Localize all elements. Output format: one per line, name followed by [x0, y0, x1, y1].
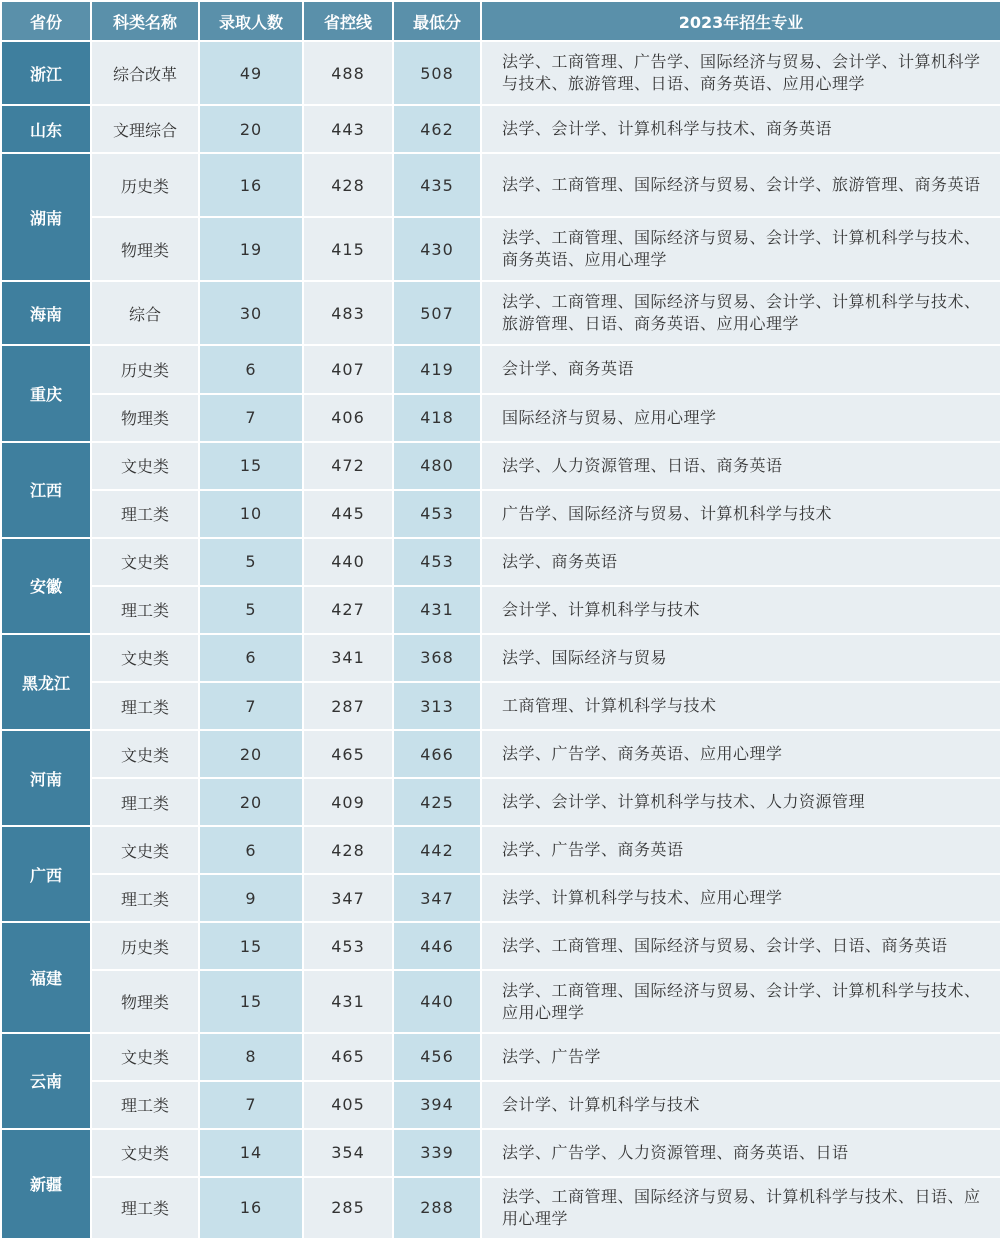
header-control-line: 省控线: [303, 1, 393, 41]
admitted-cell: 7: [199, 1081, 303, 1129]
admitted-cell: 20: [199, 105, 303, 153]
majors-cell: 法学、工商管理、广告学、国际经济与贸易、会计学、计算机科学与技术、旅游管理、日语、商务英语、应用心理学: [481, 41, 1000, 105]
header-category: 科类名称: [91, 1, 199, 41]
admitted-cell: 10: [199, 490, 303, 538]
table-row: [1, 922, 1000, 970]
control-line-cell: 427: [303, 586, 393, 634]
min-score-cell: 313: [393, 682, 481, 730]
admitted-cell: 14: [199, 1129, 303, 1177]
control-line-cell: 407: [303, 345, 393, 393]
control-line-cell: 483: [303, 281, 393, 345]
control-line-cell: 445: [303, 490, 393, 538]
min-score-cell: 508: [393, 41, 481, 105]
min-score-cell: 368: [393, 634, 481, 682]
category-cell: 理工类: [91, 586, 199, 634]
table-body: [1, 41, 1000, 1239]
control-line-cell: 347: [303, 874, 393, 922]
majors-cell: 法学、计算机科学与技术、应用心理学: [481, 874, 1000, 922]
category-cell: 综合改革: [91, 41, 199, 105]
table-row: [1, 1081, 1000, 1129]
admitted-cell: 15: [199, 442, 303, 490]
control-line-cell: 431: [303, 970, 393, 1032]
min-score-cell: 440: [393, 970, 481, 1032]
majors-cell: 会计学、计算机科学与技术: [481, 586, 1000, 634]
table-row: [1, 538, 1000, 586]
majors-cell: 法学、国际经济与贸易: [481, 634, 1000, 682]
min-score-cell: 288: [393, 1177, 481, 1239]
header-admitted: 录取人数: [199, 1, 303, 41]
min-score-cell: 430: [393, 217, 481, 281]
control-line-cell: 406: [303, 394, 393, 442]
admitted-cell: 8: [199, 1033, 303, 1081]
min-score-cell: 442: [393, 826, 481, 874]
admitted-cell: 6: [199, 345, 303, 393]
majors-cell: 会计学、计算机科学与技术: [481, 1081, 1000, 1129]
control-line-cell: 415: [303, 217, 393, 281]
control-line-cell: 465: [303, 1033, 393, 1081]
category-cell: 物理类: [91, 970, 199, 1032]
admitted-cell: 9: [199, 874, 303, 922]
category-cell: 文史类: [91, 826, 199, 874]
majors-cell: 国际经济与贸易、应用心理学: [481, 394, 1000, 442]
majors-cell: 法学、广告学、人力资源管理、商务英语、日语: [481, 1129, 1000, 1177]
province-cell: 河南: [1, 730, 91, 826]
control-line-cell: 341: [303, 634, 393, 682]
min-score-cell: 507: [393, 281, 481, 345]
control-line-cell: 405: [303, 1081, 393, 1129]
header-min-score: 最低分: [393, 1, 481, 41]
min-score-cell: 435: [393, 153, 481, 217]
min-score-cell: 446: [393, 922, 481, 970]
header-row: [1, 1, 1000, 41]
table-row: [1, 634, 1000, 682]
min-score-cell: 418: [393, 394, 481, 442]
admitted-cell: 6: [199, 826, 303, 874]
majors-cell: 法学、广告学、商务英语、应用心理学: [481, 730, 1000, 778]
admitted-cell: 20: [199, 730, 303, 778]
admitted-cell: 16: [199, 153, 303, 217]
header-province: 省份: [1, 1, 91, 41]
table-row: [1, 217, 1000, 281]
table-row: [1, 442, 1000, 490]
header-majors: 2023年招生专业: [481, 1, 1000, 41]
control-line-cell: 409: [303, 778, 393, 826]
category-cell: 历史类: [91, 153, 199, 217]
category-cell: 理工类: [91, 1081, 199, 1129]
control-line-cell: 488: [303, 41, 393, 105]
category-cell: 文理综合: [91, 105, 199, 153]
category-cell: 理工类: [91, 778, 199, 826]
majors-cell: 工商管理、计算机科学与技术: [481, 682, 1000, 730]
category-cell: 文史类: [91, 730, 199, 778]
min-score-cell: 339: [393, 1129, 481, 1177]
table-row: [1, 682, 1000, 730]
min-score-cell: 394: [393, 1081, 481, 1129]
min-score-cell: 453: [393, 538, 481, 586]
table-row: [1, 1033, 1000, 1081]
province-cell: 海南: [1, 281, 91, 345]
category-cell: 历史类: [91, 345, 199, 393]
majors-cell: 法学、工商管理、国际经济与贸易、会计学、旅游管理、商务英语: [481, 153, 1000, 217]
admitted-cell: 5: [199, 586, 303, 634]
category-cell: 文史类: [91, 538, 199, 586]
min-score-cell: 425: [393, 778, 481, 826]
majors-cell: 法学、人力资源管理、日语、商务英语: [481, 442, 1000, 490]
control-line-cell: 440: [303, 538, 393, 586]
table-row: [1, 730, 1000, 778]
admitted-cell: 7: [199, 394, 303, 442]
table-row: [1, 281, 1000, 345]
majors-cell: 法学、广告学、商务英语: [481, 826, 1000, 874]
min-score-cell: 456: [393, 1033, 481, 1081]
control-line-cell: 472: [303, 442, 393, 490]
province-cell: 重庆: [1, 345, 91, 441]
province-cell: 云南: [1, 1033, 91, 1129]
majors-cell: 法学、广告学: [481, 1033, 1000, 1081]
admitted-cell: 19: [199, 217, 303, 281]
province-cell: 湖南: [1, 153, 91, 281]
table-row: [1, 105, 1000, 153]
category-cell: 文史类: [91, 1129, 199, 1177]
table-row: [1, 1129, 1000, 1177]
table-row: [1, 778, 1000, 826]
category-cell: 文史类: [91, 634, 199, 682]
majors-cell: 法学、会计学、计算机科学与技术、商务英语: [481, 105, 1000, 153]
min-score-cell: 453: [393, 490, 481, 538]
province-cell: 山东: [1, 105, 91, 153]
category-cell: 理工类: [91, 1177, 199, 1239]
table-row: [1, 394, 1000, 442]
province-cell: 新疆: [1, 1129, 91, 1239]
admitted-cell: 7: [199, 682, 303, 730]
control-line-cell: 428: [303, 153, 393, 217]
majors-cell: 法学、工商管理、国际经济与贸易、会计学、计算机科学与技术、应用心理学: [481, 970, 1000, 1032]
category-cell: 物理类: [91, 394, 199, 442]
majors-cell: 法学、工商管理、国际经济与贸易、会计学、计算机科学与技术、旅游管理、日语、商务英语、应用心理学: [481, 281, 1000, 345]
control-line-cell: 428: [303, 826, 393, 874]
admitted-cell: 5: [199, 538, 303, 586]
min-score-cell: 347: [393, 874, 481, 922]
province-cell: 安徽: [1, 538, 91, 634]
min-score-cell: 466: [393, 730, 481, 778]
min-score-cell: 480: [393, 442, 481, 490]
category-cell: 文史类: [91, 1033, 199, 1081]
table-row: [1, 41, 1000, 105]
province-cell: 江西: [1, 442, 91, 538]
category-cell: 物理类: [91, 217, 199, 281]
category-cell: 理工类: [91, 490, 199, 538]
table-row: [1, 970, 1000, 1032]
table-row: [1, 874, 1000, 922]
table-row: [1, 826, 1000, 874]
table-row: [1, 586, 1000, 634]
category-cell: 理工类: [91, 874, 199, 922]
table-row: [1, 490, 1000, 538]
min-score-cell: 419: [393, 345, 481, 393]
admitted-cell: 20: [199, 778, 303, 826]
control-line-cell: 285: [303, 1177, 393, 1239]
table-row: [1, 345, 1000, 393]
majors-cell: 法学、工商管理、国际经济与贸易、计算机科学与技术、日语、应用心理学: [481, 1177, 1000, 1239]
admitted-cell: 49: [199, 41, 303, 105]
majors-cell: 法学、商务英语: [481, 538, 1000, 586]
province-cell: 浙江: [1, 41, 91, 105]
table-row: [1, 153, 1000, 217]
control-line-cell: 443: [303, 105, 393, 153]
min-score-cell: 462: [393, 105, 481, 153]
province-cell: 广西: [1, 826, 91, 922]
category-cell: 文史类: [91, 442, 199, 490]
category-cell: 历史类: [91, 922, 199, 970]
province-cell: 福建: [1, 922, 91, 1032]
majors-cell: 广告学、国际经济与贸易、计算机科学与技术: [481, 490, 1000, 538]
province-cell: 黑龙江: [1, 634, 91, 730]
admitted-cell: 15: [199, 922, 303, 970]
admitted-cell: 6: [199, 634, 303, 682]
admitted-cell: 15: [199, 970, 303, 1032]
table-row: [1, 1177, 1000, 1239]
min-score-cell: 431: [393, 586, 481, 634]
control-line-cell: 287: [303, 682, 393, 730]
majors-cell: 法学、会计学、计算机科学与技术、人力资源管理: [481, 778, 1000, 826]
control-line-cell: 453: [303, 922, 393, 970]
control-line-cell: 354: [303, 1129, 393, 1177]
majors-cell: 法学、工商管理、国际经济与贸易、会计学、日语、商务英语: [481, 922, 1000, 970]
category-cell: 综合: [91, 281, 199, 345]
majors-cell: 会计学、商务英语: [481, 345, 1000, 393]
control-line-cell: 465: [303, 730, 393, 778]
majors-cell: 法学、工商管理、国际经济与贸易、会计学、计算机科学与技术、商务英语、应用心理学: [481, 217, 1000, 281]
admitted-cell: 16: [199, 1177, 303, 1239]
category-cell: 理工类: [91, 682, 199, 730]
admitted-cell: 30: [199, 281, 303, 345]
